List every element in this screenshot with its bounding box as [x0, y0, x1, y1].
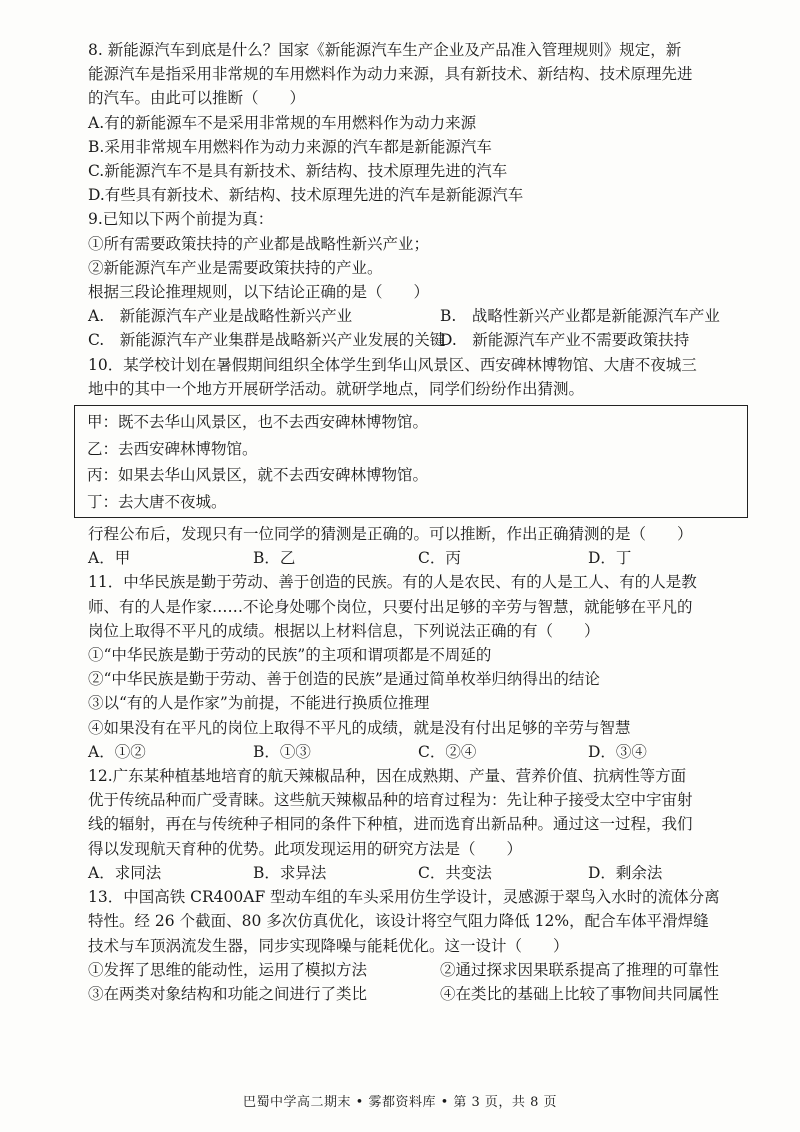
options-row — [88, 982, 734, 1006]
question-stem: 岗位上取得不平凡的成绩。根据以上材料信息，下列说法正确的有（ ） — [88, 621, 600, 640]
page-footer: 巴蜀中学高二期末 • 雾都资料库 • 第 3 页，共 8 页 — [243, 1095, 557, 1110]
option-c: C. 新能源汽车产业集群是战略新兴产业发展的关键 — [88, 331, 446, 350]
guess-ding: 丁：去大唐不夜城。 — [87, 492, 227, 511]
question-prompt: 行程公布后，发现只有一位同学的猜测是正确的。可以推断，作出正确猜测的是（ ） — [88, 525, 693, 544]
options-row — [88, 304, 734, 328]
statement-1: ①发挥了思维的能动性，运用了模拟方法 — [88, 960, 368, 979]
guess-bing: 丙：如果去华山风景区，就不去西安碑林博物馆。 — [87, 466, 429, 485]
option-b: B. 战略性新兴产业都是新能源汽车产业 — [440, 307, 720, 326]
guesses-box — [74, 405, 748, 518]
option-c: C．丙 — [418, 549, 461, 568]
question-stem: 9.已知以下两个前提为真： — [88, 210, 274, 229]
question-11 — [88, 570, 734, 764]
question-stem: 13．中国高铁 CR400AF 型动车组的车头采用仿生学设计，灵感源于翠鸟入水时的流体分离 — [88, 888, 720, 907]
options-row — [88, 861, 734, 885]
option-c: C.新能源汽车不是具有新技术、新结构、技术原理先进的汽车 — [88, 162, 508, 181]
question-12 — [88, 764, 734, 885]
question-9 — [88, 207, 734, 352]
statement-3: ③以“有的人是作家”为前提，不能进行换质位推理 — [88, 694, 430, 713]
question-stem: 12.广东某种植基地培育的航天辣椒品种，因在成熟期、产量、营养价值、抗病性等方面 — [88, 767, 687, 786]
guess-yi: 乙：去西安碑林博物馆。 — [87, 439, 258, 458]
question-stem: 8. 新能源汽车到底是什么？国家《新能源汽车生产企业及产品准入管理规则》规定，新 — [88, 41, 682, 59]
question-stem: 师、有的人是作家……不论身处哪个岗位，只要付出足够的辛劳与智慧，就能够在平凡的 — [88, 597, 693, 616]
question-8 — [88, 38, 734, 207]
option-a: A．甲 — [88, 549, 131, 568]
statement-2: ②通过探求因果联系提高了推理的可靠性 — [440, 960, 720, 979]
question-stem: 线的辐射，再在与传统种子相同的条件下种植，进而选育出新品种。通过这一过程，我们 — [88, 815, 693, 834]
question-prompt: 根据三段论推理规则，以下结论正确的是（ ） — [88, 283, 430, 302]
option-d: D．丁 — [588, 549, 632, 568]
premise-1: ①所有需要政策扶持的产业都是战略性新兴产业； — [88, 234, 430, 253]
options-row — [88, 546, 734, 570]
statement-4: ④在类比的基础上比较了事物间共同属性 — [440, 984, 720, 1003]
option-a: A．①② — [88, 742, 146, 761]
options-row — [88, 958, 734, 982]
option-a: A．求同法 — [88, 863, 162, 882]
guess-jia: 甲：既不去华山风景区，也不去西安碑林博物馆。 — [87, 413, 429, 432]
option-b: B．①③ — [253, 742, 311, 761]
option-a: A. 新能源汽车产业是战略性新兴产业 — [88, 307, 353, 326]
question-stem: 地中的其中一个地方开展研学活动。就研学地点，同学们纷纷作出猜测。 — [88, 379, 585, 398]
statement-1: ①“中华民族是勤于劳动的民族”的主项和谓项都是不周延的 — [88, 646, 492, 665]
statement-2: ②“中华民族是勤于劳动、善于创造的民族”是通过简单枚举归纳得出的结论 — [88, 670, 600, 689]
question-stem: 特性。经 26 个截面、80 多次仿真优化，该设计将空气阻力降低 12%，配合车体平滑焊缝 — [88, 912, 709, 931]
option-a: A.有的新能源车不是采用非常规的车用燃料作为动力来源 — [88, 113, 477, 132]
question-stem: 11．中华民族是勤于劳动、善于创造的民族。有的人是农民、有的人是工人、有的人是教 — [88, 573, 697, 592]
option-d: D．剩余法 — [588, 863, 663, 882]
option-d: D. 新能源汽车产业不需要政策扶持 — [440, 331, 690, 350]
question-stem: 能源汽车是指采用非常规的车用燃料作为动力来源，具有新技术、新结构、技术原理先进 — [88, 65, 693, 84]
option-b: B．乙 — [253, 549, 296, 568]
question-10 — [88, 353, 734, 571]
option-d: D．③④ — [588, 742, 647, 761]
premise-2: ②新能源汽车产业是需要政策扶持的产业。 — [88, 258, 383, 277]
statement-4: ④如果没有在平凡的岗位上取得不平凡的成绩，就是没有付出足够的辛劳与智慧 — [88, 718, 631, 737]
options-row — [88, 740, 734, 764]
question-stem: 技术与车顶涡流发生器，同步实现降噪与能耗优化。这一设计（ ） — [88, 936, 569, 955]
statement-3: ③在两类对象结构和功能之间进行了类比 — [88, 984, 368, 1003]
option-b: B.采用非常规车用燃料作为动力来源的汽车都是新能源汽车 — [88, 137, 492, 156]
question-13 — [88, 885, 734, 1006]
question-stem: 得以发现航天育种的优势。此项发现运用的研究方法是（ ） — [88, 839, 523, 858]
option-b: B．求异法 — [253, 863, 327, 882]
question-stem: 的汽车。由此可以推断（ ） — [88, 89, 306, 108]
option-d: D.有些具有新技术、新结构、技术原理先进的汽车是新能源汽车 — [88, 186, 524, 205]
question-stem: 10．某学校计划在暑假期间组织全体学生到华山风景区、西安碑林博物馆、大唐不夜城三 — [88, 355, 697, 374]
options-row — [88, 328, 734, 352]
question-stem: 优于传统品种而广受青睐。这些航天辣椒品种的培育过程为：先让种子接受太空中宇宙射 — [88, 791, 693, 810]
option-c: C．②④ — [418, 742, 477, 761]
option-c: C．共变法 — [418, 863, 492, 882]
